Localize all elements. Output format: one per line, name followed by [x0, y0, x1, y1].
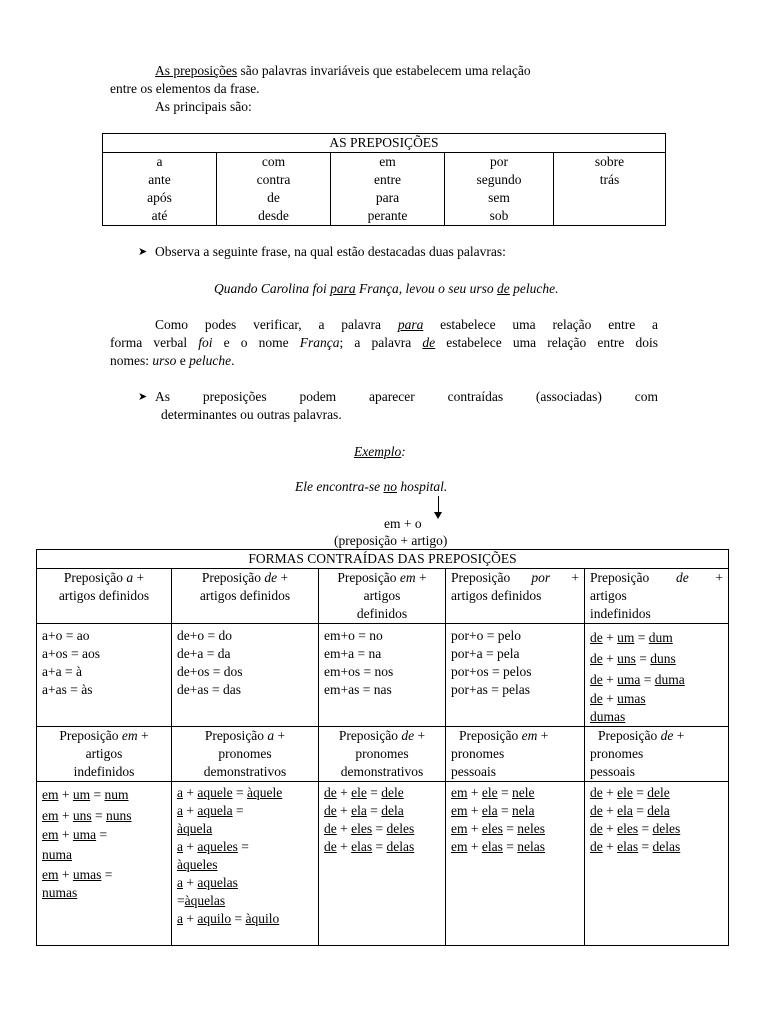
data-cell [585, 624, 729, 727]
contraction: àqueles [177, 857, 218, 872]
contraction: de+a = da [177, 646, 231, 661]
header-text: + [277, 570, 289, 585]
header-text: Preposição [204, 728, 268, 743]
em-o-label: em + o [384, 516, 422, 531]
header-text: pronomes [590, 746, 644, 761]
header-prep: de [675, 570, 689, 585]
header-text: definidos [356, 606, 408, 621]
prep-word: com [261, 154, 286, 169]
prep-word: sobre [594, 154, 625, 169]
expl-urso: urso [152, 353, 177, 368]
header-cell [319, 727, 446, 782]
header-text: + [415, 570, 427, 585]
expl-peluche: peluche [189, 353, 232, 368]
header-prep: a [126, 570, 134, 585]
contraction: a+as = às [42, 682, 93, 697]
contracted-table-title: FORMAS CONTRAÍDAS DAS PREPOSIÇÕES [37, 550, 729, 569]
intro-paragraph [110, 62, 658, 116]
sentence-part: Quando Carolina foi [214, 281, 331, 296]
header-prep: em [121, 728, 138, 743]
header-text: artigos definidos [58, 588, 150, 603]
contraction: àquela [177, 821, 213, 836]
expl-text: e [176, 353, 190, 368]
header-cell [37, 727, 172, 782]
expl-text: nomes: [110, 353, 153, 368]
contraction: de + ela = dela [324, 803, 404, 818]
exemplo-part: Ele encontra-se [295, 479, 384, 494]
contraction: em + uns = nuns [42, 808, 132, 823]
intro-line2: entre os elementos da frase. [110, 81, 260, 96]
header-text: pessoais [590, 764, 635, 779]
expl-foi: foi [198, 335, 213, 350]
header-text: + [414, 728, 426, 743]
data-cell [446, 624, 585, 727]
prep-word: segundo [476, 172, 522, 187]
contraction: por+as = pelas [451, 682, 530, 697]
header-text: demonstrativos [203, 764, 287, 779]
contraction: em + ele = nele [451, 785, 535, 800]
contraction: a+o = ao [42, 628, 90, 643]
contraction: em + ela = nela [451, 803, 535, 818]
prep-column [103, 153, 217, 226]
data-cell [585, 782, 729, 946]
contraction: em + eles = neles [451, 821, 545, 836]
explanation-paragraph [110, 316, 658, 370]
bullet2-line2: determinantes ou outras palavras. [161, 407, 342, 422]
header-cell [585, 727, 729, 782]
exemplo-colon: : [401, 444, 406, 459]
header-text: artigos [85, 746, 123, 761]
data-cell [172, 782, 319, 946]
contraction: a+os = aos [42, 646, 100, 661]
contraction: de + eles = deles [324, 821, 415, 836]
intro-line3: As principais são: [155, 99, 252, 114]
header-text: artigos definidos [451, 588, 542, 603]
header-text: + [537, 728, 549, 743]
contraction: em+os = nos [324, 664, 394, 679]
prepositions-table [102, 133, 666, 226]
header-text: + [550, 570, 579, 585]
expl-text: estabelece uma relação entre a [423, 317, 659, 332]
header-text: + [133, 570, 145, 585]
sentence-highlight-para: para [330, 281, 356, 296]
header-text: pronomes [218, 746, 272, 761]
contraction: de + um = dum [590, 630, 673, 645]
expl-text: forma verbal [110, 335, 199, 350]
header-text: pessoais [451, 764, 496, 779]
header-cell [319, 569, 446, 624]
header-text: Preposição [63, 570, 127, 585]
expl-de: de [422, 335, 436, 350]
header-text: artigos definidos [199, 588, 291, 603]
contraction: por+a = pela [451, 646, 520, 661]
header-prep: em [399, 570, 416, 585]
contraction: por+os = pelos [451, 664, 532, 679]
contraction: de+as = das [177, 682, 241, 697]
sentence-part: peluche. [509, 281, 559, 296]
data-cell [319, 782, 446, 946]
header-prep: de [264, 570, 278, 585]
header-text: + [137, 728, 149, 743]
expl-para: para [397, 317, 424, 332]
contraction: de+o = do [177, 628, 232, 643]
header-prep: a [267, 728, 275, 743]
header-text: pronomes [355, 746, 409, 761]
header-cell [172, 569, 319, 624]
contraction: numa [42, 847, 72, 862]
prep-column [217, 153, 331, 226]
header-text: artigos [363, 588, 401, 603]
prep-column [554, 153, 666, 226]
prep-word: sob [489, 208, 509, 223]
prep-word: por [490, 154, 508, 169]
prep-word: desde [258, 208, 289, 223]
contraction: de + elas = delas [324, 839, 415, 854]
data-cell [37, 624, 172, 727]
prep-word: entre [374, 172, 401, 187]
contraction: em + umas = [42, 867, 113, 882]
prep-word: sem [488, 190, 510, 205]
contracted-forms-table [36, 549, 729, 946]
prep-word: a [156, 154, 163, 169]
prep-word: de [267, 190, 280, 205]
contraction: a + aquelas [177, 875, 238, 890]
header-text: + [673, 728, 685, 743]
intro-line1: são palavras invariáveis que estabelecem uma relação [237, 63, 531, 78]
bullet2-text [155, 388, 658, 424]
prep-word: trás [599, 172, 620, 187]
header-text: indefinidos [73, 764, 135, 779]
prep-column [331, 153, 445, 226]
prep-word: para [375, 190, 400, 205]
data-cell [446, 782, 585, 946]
prep-column [445, 153, 554, 226]
prepositions-table-title: AS PREPOSIÇÕES [103, 134, 666, 153]
header-cell [446, 727, 585, 782]
header-cell [172, 727, 319, 782]
header-text: Preposição [59, 728, 122, 743]
intro-underlined: As preposições [155, 63, 238, 78]
header-cell [446, 569, 585, 624]
sentence-part: França, levou o seu urso [355, 281, 498, 296]
example-sentence [214, 280, 559, 298]
sentence-highlight-de: de [497, 281, 510, 296]
contraction: a + aquele = àquele [177, 785, 283, 800]
prep-word: perante [367, 208, 408, 223]
header-text: demonstrativos [340, 764, 424, 779]
header-text: + [688, 570, 723, 585]
exemplo-no: no [383, 479, 397, 494]
bullet1-text: Observa a seguinte frase, na qual estão destacadas duas palavras: [155, 244, 506, 259]
expl-text: e o nome [212, 335, 300, 350]
header-cell [585, 569, 729, 624]
header-text: Preposição [338, 728, 402, 743]
contraction: por+o = pelo [451, 628, 521, 643]
contraction: em + um = num [42, 787, 129, 802]
data-cell [37, 782, 172, 946]
contraction: numas [42, 885, 78, 900]
contraction: de + ele = dele [324, 785, 404, 800]
contraction: de + ela = dela [590, 803, 670, 818]
header-text: Preposição [590, 570, 676, 585]
bullet-arrow-icon: ➤ [138, 391, 148, 403]
header-text: Preposição [337, 570, 400, 585]
prep-word: após [147, 190, 172, 205]
header-text: Preposição [201, 570, 265, 585]
header-text: artigos [590, 588, 627, 603]
expl-franca: França [299, 335, 340, 350]
contraction: a + aqueles = [177, 839, 249, 854]
contraction: de + umas [590, 691, 646, 706]
contraction: em+a = na [324, 646, 382, 661]
header-prep: em [521, 728, 538, 743]
expl-text: . [231, 353, 235, 368]
contraction: a+a = à [42, 664, 82, 679]
header-text: indefinidos [590, 606, 651, 621]
prep-word: até [151, 208, 168, 223]
exemplo-label-text: Exemplo [354, 444, 402, 459]
header-text: Preposição [598, 728, 661, 743]
header-prep: de [660, 728, 674, 743]
header-text: Preposição [459, 728, 522, 743]
contraction: em + uma = [42, 827, 108, 842]
contraction: dumas [590, 709, 626, 724]
prep-word: em [379, 154, 396, 169]
prep-artigo-label: (preposição + artigo) [334, 533, 448, 548]
contraction: =àquelas [177, 893, 226, 908]
exemplo-label [354, 443, 406, 461]
header-prep: por [531, 570, 551, 585]
contraction: de+os = dos [177, 664, 243, 679]
header-cell [37, 569, 172, 624]
header-text: + [274, 728, 286, 743]
contraction: de + eles = deles [590, 821, 681, 836]
exemplo-part: hospital. [396, 479, 448, 494]
data-cell [319, 624, 446, 727]
header-prep: de [401, 728, 415, 743]
bullet-arrow-icon: ➤ [138, 246, 148, 258]
contraction: de + uma = duma [590, 672, 685, 687]
expl-text: estabelece uma relação entre dois [435, 335, 658, 350]
header-text: Preposição [451, 570, 532, 585]
contraction: a + aquilo = àquilo [177, 911, 280, 926]
contraction: de + elas = delas [590, 839, 681, 854]
data-cell [172, 624, 319, 727]
contraction: em+o = no [324, 628, 383, 643]
header-text: pronomes [451, 746, 505, 761]
contraction: a + aquela = [177, 803, 244, 818]
contraction: em+as = nas [324, 682, 392, 697]
prep-word: ante [148, 172, 171, 187]
contraction: de + ele = dele [590, 785, 670, 800]
contraction: em + elas = nelas [451, 839, 545, 854]
prep-word: contra [256, 172, 291, 187]
exemplo-sentence [295, 478, 447, 496]
expl-text: ; a palavra [339, 335, 423, 350]
expl-text: Como podes verificar, a palavra [155, 317, 398, 332]
down-arrow-icon [434, 512, 442, 519]
bullet2-line1: As preposições podem aparecer contraídas (associadas) com [155, 389, 658, 404]
contraction: de + uns = duns [590, 651, 676, 666]
